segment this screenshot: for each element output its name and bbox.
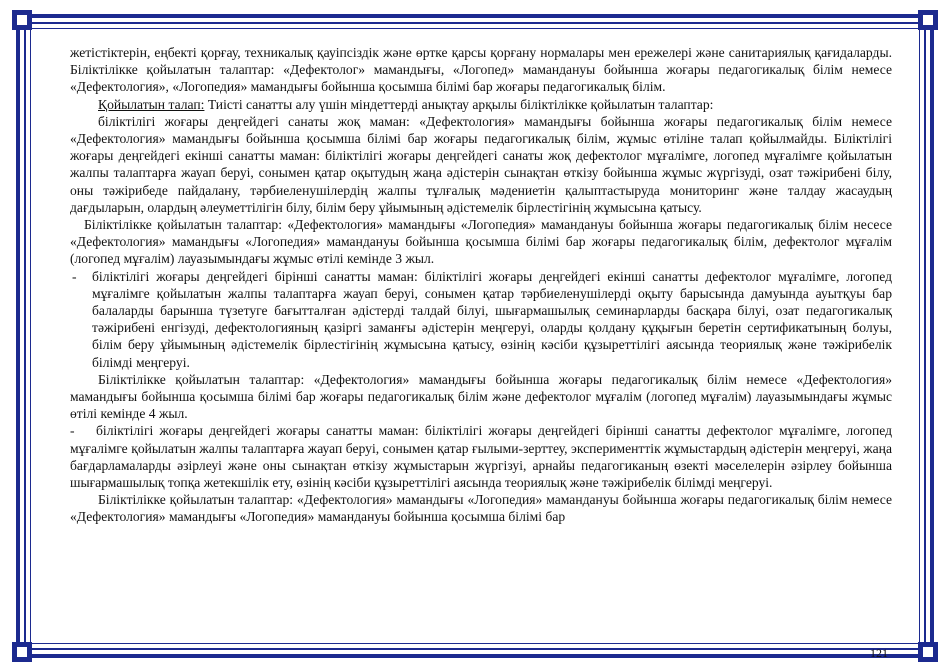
document-body (70, 44, 892, 526)
paragraph-6: Біліктілікке қойылатын талаптар: «Дефектология» мамандығы бойынша жоғары педагогикалық білім немесе «Дефектология» мамандығы бойынша қосымша білімі бар жоғары педагогикалық білім және дефектолог мұғалім (логопед мұғалім) лауазымындағы жұмыс өтілі кемінде 4 жыл. (70, 371, 892, 422)
paragraph-4: Біліктілікке қойылатын талаптар: «Дефектология» мамандығы «Логопедия» мамандануы бойынша жоғары педагогикалық білім несесе «Дефектология» мамандығы «Логопедия» мамандануы бойынша қосымша білімі бар жоғары педагогикалық білім, дефектолог мұғалім (логопед мұғалім) лауазымындағы жұмыс өтілі кемінде 3 жыл. (70, 217, 892, 267)
paragraph-7: біліктілігі жоғары деңгейдегі жоғары санатты маман: біліктілігі жоғары деңгейдегі бірінші санатты дефектолог мұғалімге, логопед мұғалімге қойылатын жалпы талаптарға жауап беруі, сонымен қатар ғылыми-зерттеу, эксперименттік жұмыстардың әдістерін меңгеруі, жаңа бағдарламаларды әзірлеуі және оны сынақтан өткізу жұмыстарын жүргізуі, арнайы педагогиканың өзекті мәселелерін әзірлеу бойынша шығармашылық топқа жетекшілік ету, өзінің кәсіби құзыреттілігі аясында теориялық және тәжірибелік білімді меңгеруі. (70, 423, 892, 491)
list-item-first-category (70, 268, 892, 371)
paragraph-8: Біліктілікке қойылатын талаптар: «Дефектология» мамандығы «Логопедия» мамандануы бойынша жоғары педагогикалық білім немесе «Дефектология» мамандығы «Логопедия» мамандануы бойынша қосымша білімі бар (70, 492, 892, 525)
frame-corner-ornament (12, 10, 32, 30)
requirement-label: Қойылатын талап: (98, 96, 205, 112)
frame-corner-ornament (918, 10, 938, 30)
frame-corner-ornament (918, 642, 938, 662)
requirement-text: Тиісті санатты алу үшін міндеттерді анықтау арқылы біліктілікке қойылатын талаптар: (204, 96, 714, 112)
list-item-highest-category (70, 422, 892, 491)
paragraph-5: біліктілігі жоғары деңгейдегі бірінші санатты маман: біліктілігі жоғары деңгейдегі екінші санатты дефектолог мұғалімге, логопед мұғалімге қойылатын жалпы талаптарға жауап беруі, сонымен қатар тәрбиеленушілерді оқыту барысында дамуында ауытқуы бар балаларды барынша түзетуге бағытталған әдістерді талдай білуі, шығармашылық семинарларды басқара білуі, озат педагогикалық тәжірибені енгізуді, дефектологияның қазіргі заманғы әдістерін меңгеруі, оларды қолдану құқығын беретін сертификатының болуы, білім беру ұйымының әдістемелік бірлестігінің жұмысына қатысу, өзінің кәсіби құзыреттілігі аясында теориялық және тәжірибелік білімді меңгеруі. (92, 268, 892, 370)
frame-corner-ornament (12, 642, 32, 662)
dash-marker: - (72, 268, 77, 284)
paragraph-requirement (70, 96, 892, 113)
page-number: 121 (870, 646, 888, 660)
dash-marker: - (70, 423, 75, 439)
paragraph-3: біліктілігі жоғары деңгейдегі санаты жоқ маман: «Дефектология» мамандығы бойынша жоғары педагогикалық білім немесе «Дефектология» мамандығы бойынша қосымша білімі бар жоғары педагогикалық білім, жұмыс өтіліне талап қойылмайды. Біліктілігі жоғары деңгейдегі екінші санатты маман: біліктілігі жоғары деңгейдегі санаты жоқ дефектолог мұғалімге, логопед мұғалімге қойылатын жалпы талаптарға жауап беруі, сонымен қатар оқытудың жаңа әдістерін сынақтан өткізу бойынша жұмыс жүргізуді, озат тәжірибені білу, оны тәжірибеде пайдалану, тәрбиеленушілердің жалпы тұлғалық мәдениетін қалыптастыруда мониторинг және талдау жасаудың дағдыларын, олардың әлеуметтілігін білу, білім беру ұйымының әдістемелік бірлестігінің жұмысына қатысу. (70, 113, 892, 215)
paragraph-1: жетістіктерін, еңбекті қорғау, техникалық қауіпсіздік және өртке қарсы қорғану нормалары мен ережелері және санитариялық қағидаларды. Біліктілікке қойылатын талаптар: «Дефектолог» мамандығы, «Логопед» мамандануы бойынша жоғары педагогикалық білім немесе «Дефектология», «Логопедия» мамандығы бойынша қосымша білімі бар жоғары педагогикалық білім. (70, 45, 892, 95)
